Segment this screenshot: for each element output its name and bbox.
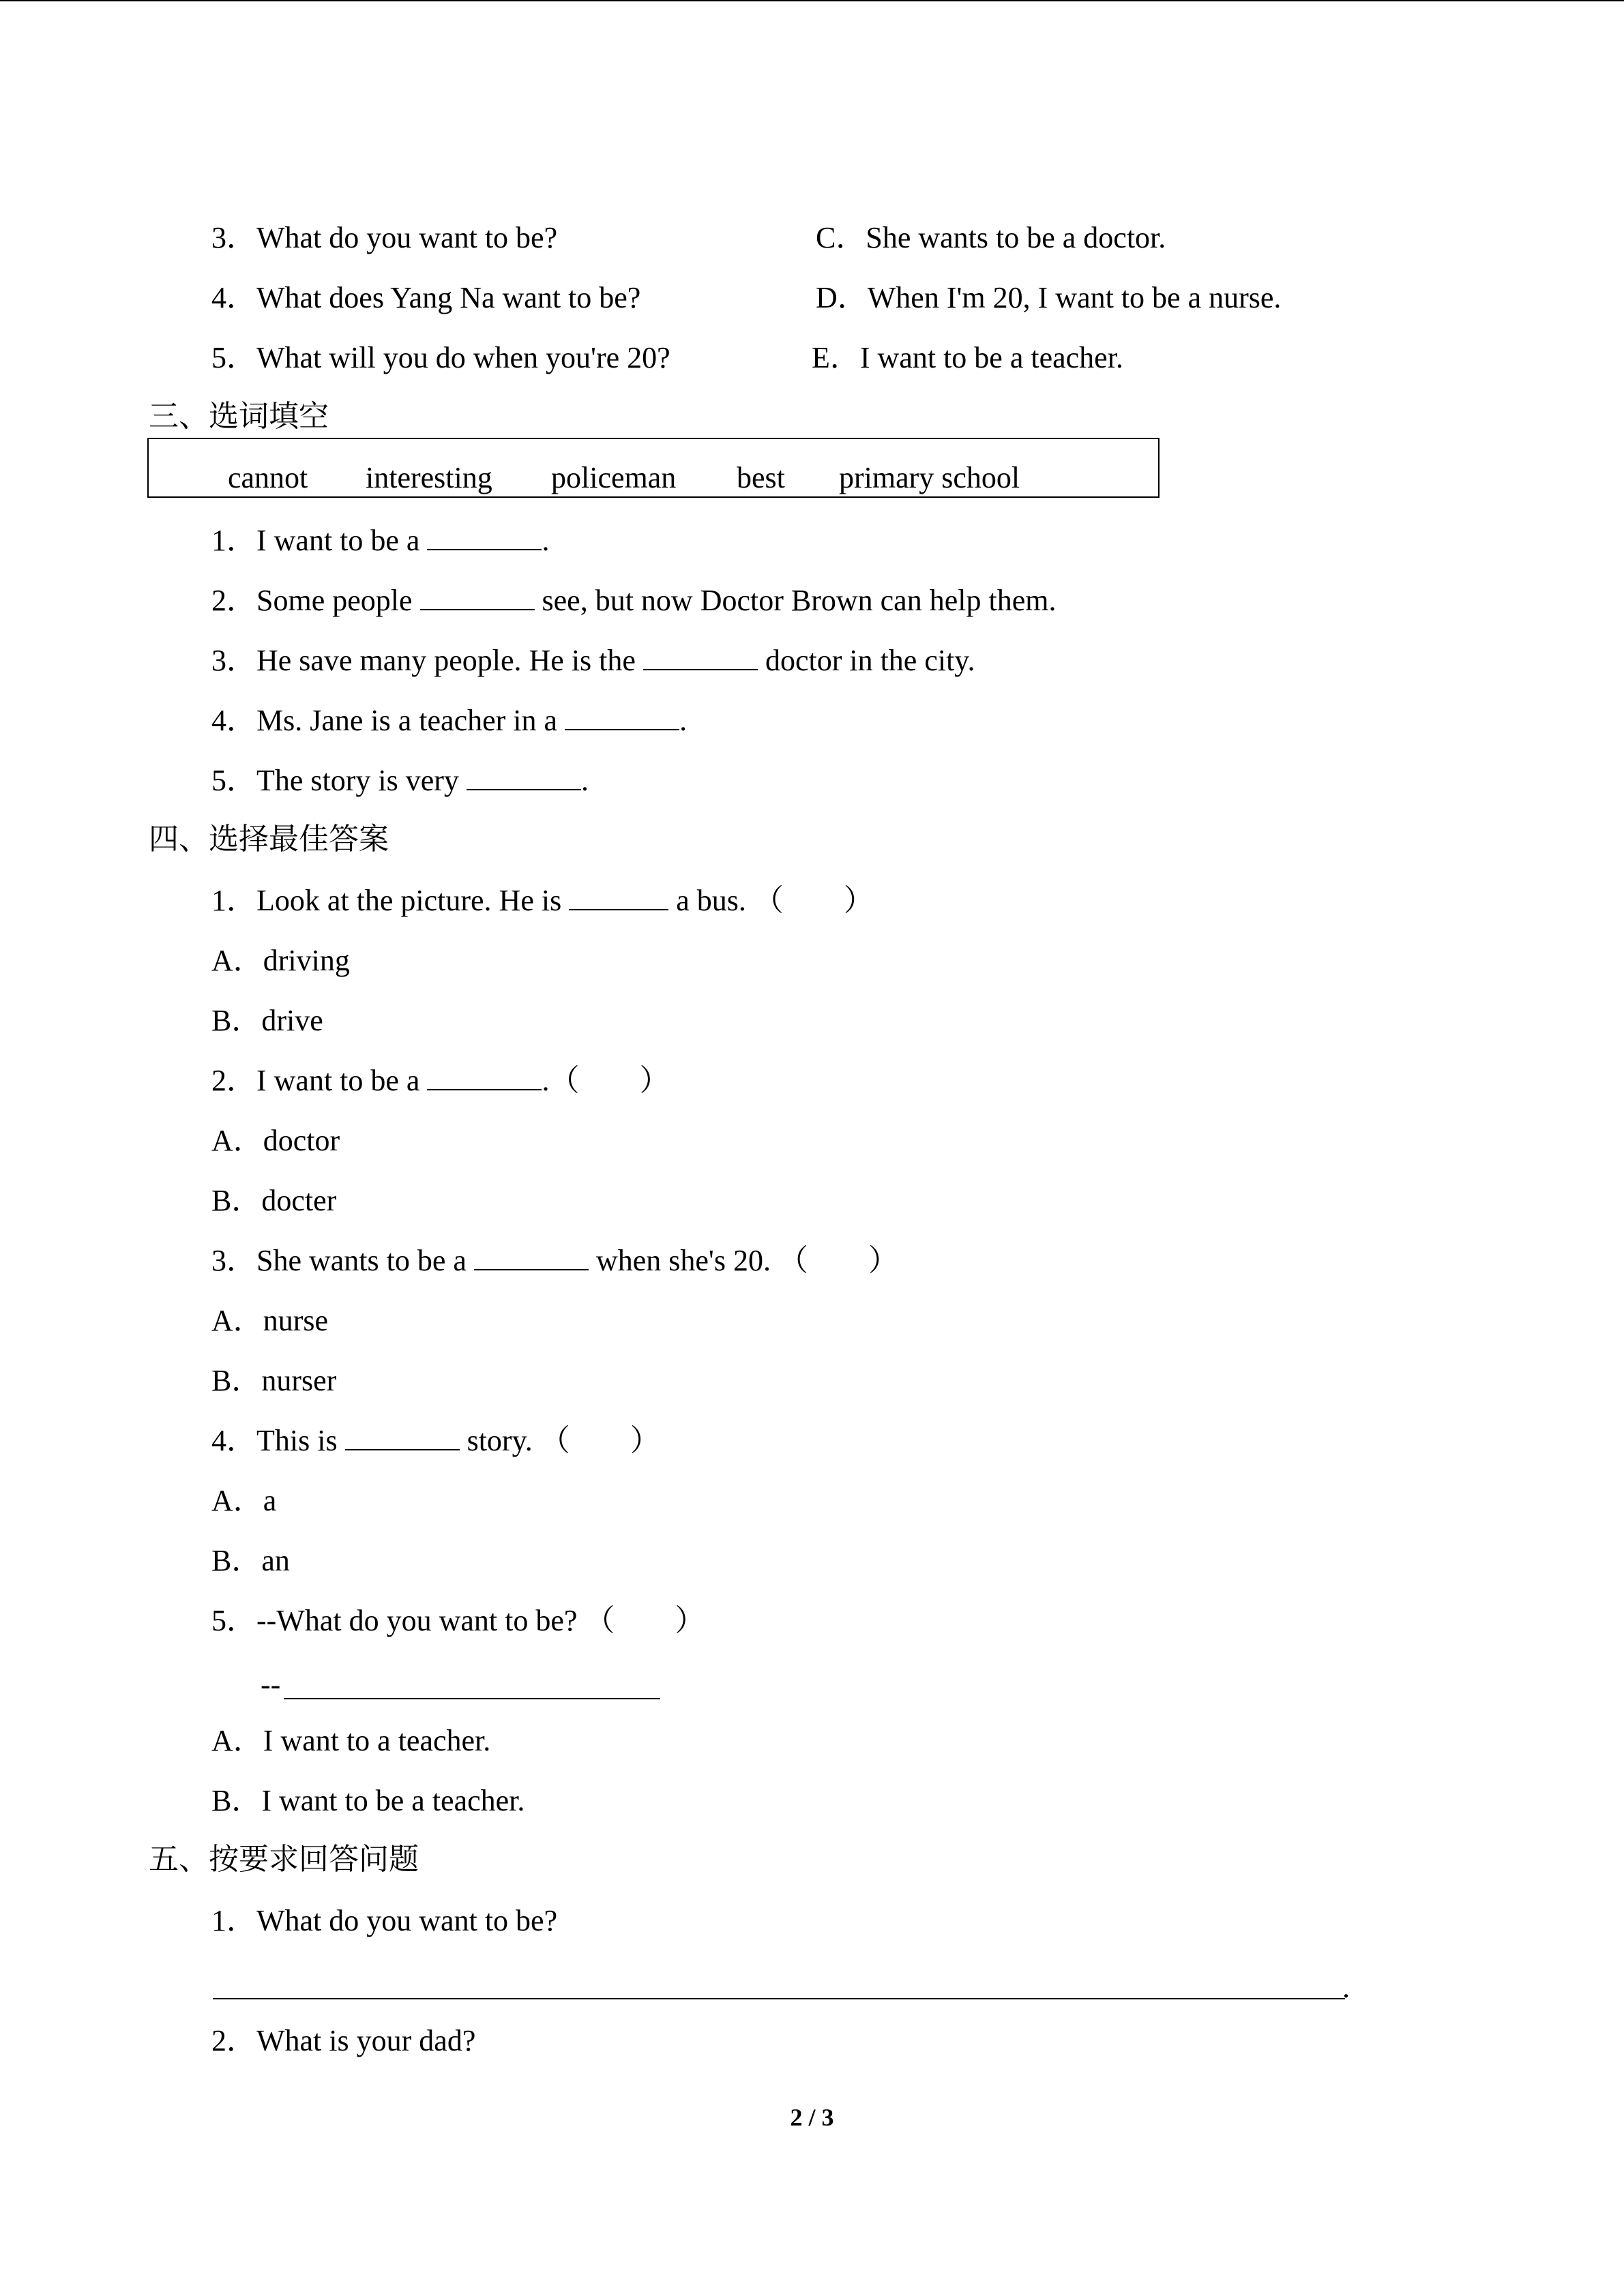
answer-writing-line[interactable]	[213, 1998, 1345, 1999]
answer-question-2: 2．What is your dad?	[211, 2024, 476, 2057]
mc-question-3: 3．She wants to be a when she's 20. （ ）	[211, 1244, 898, 1277]
section4-heading: 四、选择最佳答案	[149, 822, 389, 856]
mc-option-2b[interactable]: B．docter	[211, 1184, 337, 1217]
fill-question-4: 4．Ms. Jane is a teacher in a .	[211, 704, 688, 737]
section3-heading: 三、选词填空	[149, 400, 329, 433]
answer-blank[interactable]	[569, 883, 668, 910]
word-bank-item: interesting	[366, 461, 492, 494]
match-right-c: C．She wants to be a doctor.	[816, 221, 1166, 254]
page-number: 2 / 3	[790, 2104, 834, 2131]
mc-question-4: 4．This is story. （ ）	[211, 1424, 660, 1457]
word-bank-box	[147, 438, 1160, 498]
fill-question-1: 1．I want to be a .	[211, 524, 550, 557]
answer-blank[interactable]	[467, 763, 581, 790]
mc-option-1a[interactable]: A．driving	[211, 944, 350, 977]
answer-blank[interactable]	[427, 1063, 542, 1090]
mc-question-5: 5．--What do you want to be? （ ）	[211, 1604, 705, 1637]
word-bank-item: best	[737, 461, 785, 494]
fill-question-3: 3．He save many people. He is the doctor in the city.	[211, 644, 975, 677]
answer-blank[interactable]	[420, 583, 535, 610]
section5-heading: 五、按要求回答问题	[149, 1843, 419, 1876]
fill-question-2: 2．Some people see, but now Doctor Brown can help them.	[211, 584, 1057, 617]
answer-line-period: .	[1342, 1971, 1350, 2004]
mc-option-4a[interactable]: A．a	[211, 1484, 277, 1517]
mc-option-3b[interactable]: B．nurser	[211, 1364, 337, 1397]
mc-option-5b[interactable]: B．I want to be a teacher.	[211, 1784, 525, 1817]
mc-question-2: 2．I want to be a .（ ）	[211, 1064, 670, 1097]
answer-blank[interactable]	[643, 643, 758, 670]
fill-question-5: 5．The story is very .	[211, 764, 589, 797]
mc-option-2a[interactable]: A．doctor	[211, 1124, 340, 1157]
answer-blank[interactable]	[345, 1423, 460, 1450]
match-left-4: 4．What does Yang Na want to be?	[211, 281, 641, 314]
mc-option-3a[interactable]: A．nurse	[211, 1304, 329, 1337]
answer-question-1: 1．What do you want to be?	[211, 1904, 558, 1937]
match-left-3: 3．What do you want to be?	[211, 221, 558, 254]
dialogue-answer-blank[interactable]	[284, 1698, 660, 1699]
answer-blank[interactable]	[565, 703, 679, 730]
mc-question-1: 1．Look at the picture. He is a bus. （ ）	[211, 884, 874, 917]
mc-option-4b[interactable]: B．an	[211, 1544, 290, 1577]
match-right-e: E．I want to be a teacher.	[812, 341, 1123, 374]
answer-blank[interactable]	[427, 523, 542, 550]
mc-option-1b[interactable]: B．drive	[211, 1004, 323, 1037]
word-bank-item: policeman	[551, 461, 677, 494]
word-bank-item: primary school	[839, 461, 1020, 494]
dialogue-dash: --	[261, 1668, 281, 1701]
match-right-d: D．When I'm 20, I want to be a nurse.	[816, 281, 1282, 314]
answer-blank[interactable]	[474, 1243, 589, 1270]
word-bank-item: cannot	[228, 461, 308, 494]
match-left-5: 5．What will you do when you're 20?	[211, 341, 670, 374]
mc-option-5a[interactable]: A．I want to a teacher.	[211, 1724, 491, 1757]
